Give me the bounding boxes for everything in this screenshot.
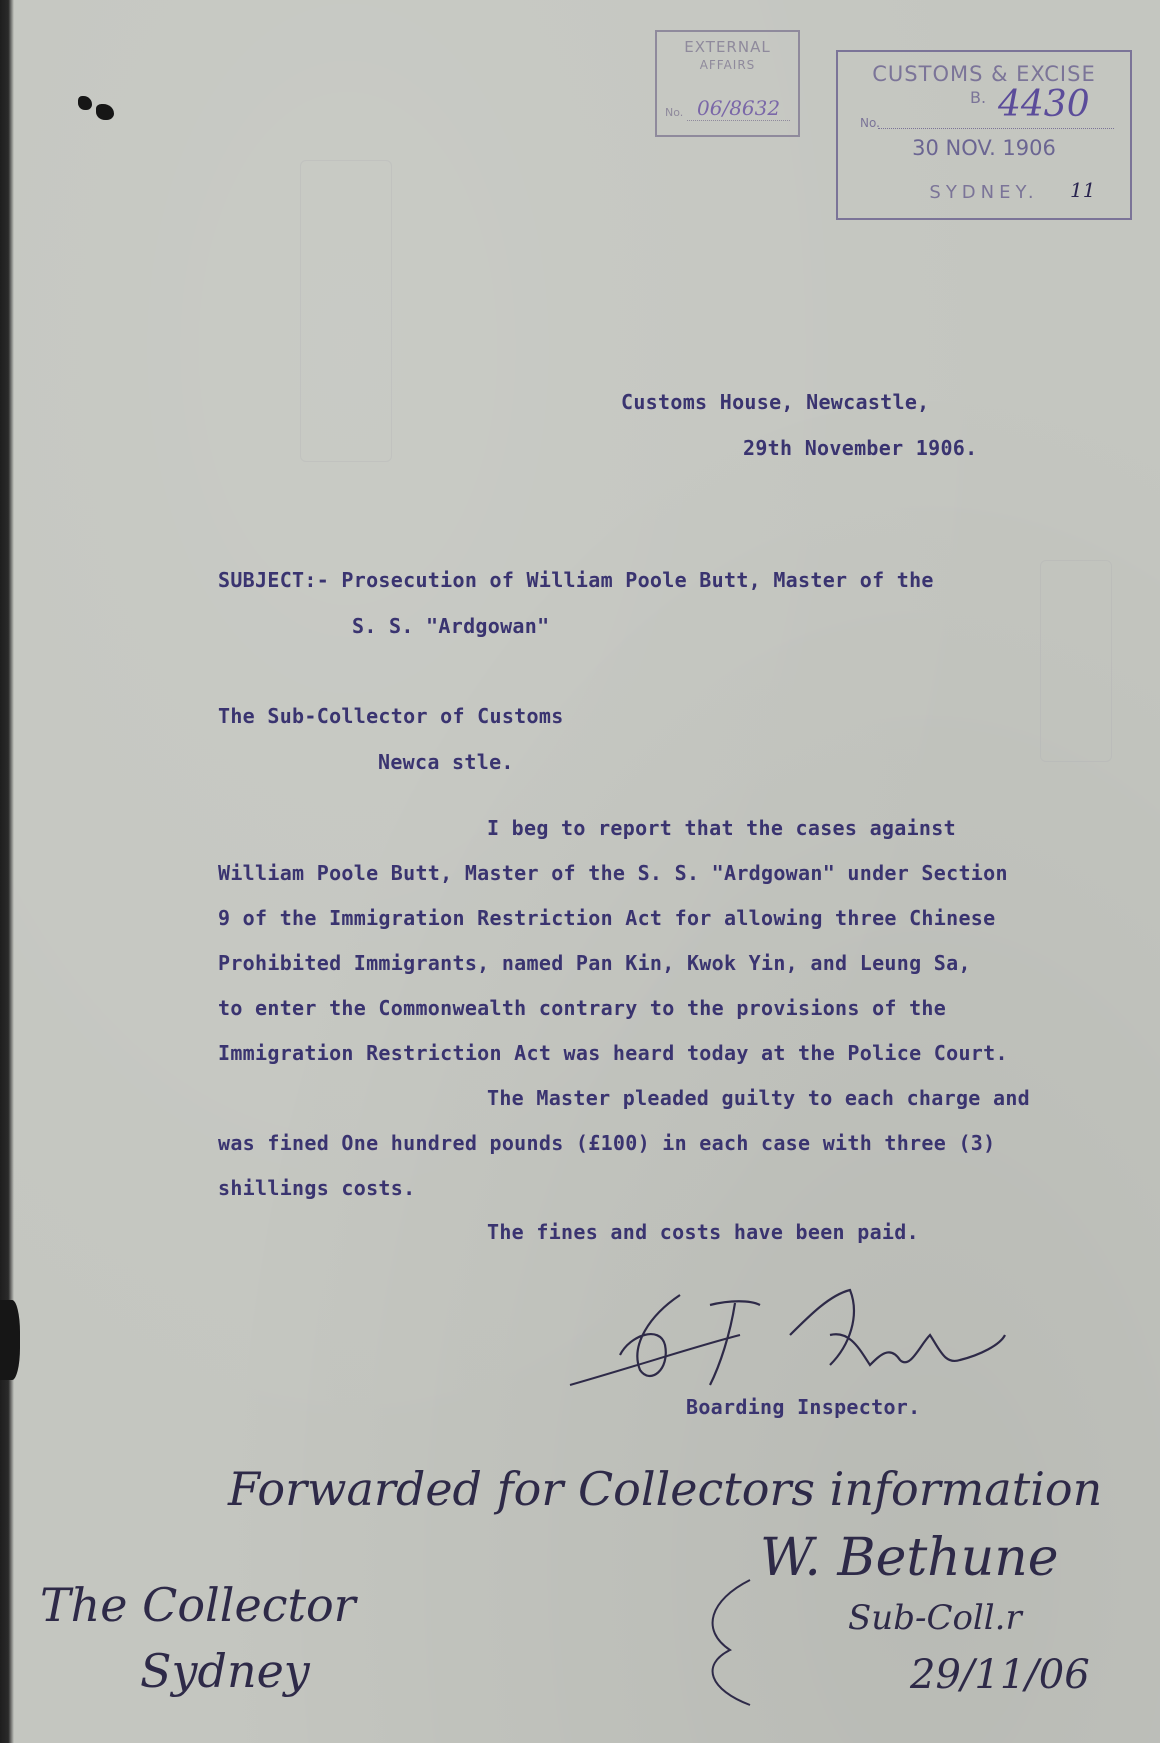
- show-through-mark: [1040, 560, 1112, 762]
- letter-address: Customs House, Newcastle,: [621, 390, 930, 414]
- annotation-date: 29/11/06: [910, 1652, 1090, 1698]
- subcollector-title: Sub-Coll.r: [848, 1598, 1022, 1638]
- recipient-line-1: The Sub-Collector of Customs: [218, 704, 564, 728]
- stamp-no-label: No.: [665, 106, 684, 119]
- stamp-letter: B.: [970, 88, 987, 107]
- external-affairs-stamp: [655, 30, 800, 137]
- ink-blot: [96, 104, 114, 120]
- inspector-signature: [560, 1275, 1020, 1405]
- body-line: Prohibited Immigrants, named Pan Kin, Kwok Yin, and Leung Sa,: [218, 951, 971, 975]
- stamp-city: SYDNEY.: [929, 182, 1039, 203]
- letter-date: 29th November 1906.: [743, 436, 978, 460]
- body-line: was fined One hundred pounds (£100) in each case with three (3): [218, 1131, 996, 1155]
- stamp-number: 4430: [998, 84, 1090, 125]
- page-left-edge: [0, 0, 14, 1743]
- stamp-no-label: No.: [860, 116, 880, 130]
- body-line: to enter the Commonwealth contrary to the provisions of the: [218, 996, 947, 1020]
- stamp-line-2: AFFAIRS: [699, 58, 756, 72]
- addressee-line-2: Sydney: [140, 1644, 310, 1698]
- body-line: shillings costs.: [218, 1176, 416, 1200]
- body-line: I beg to report that the cases against: [487, 816, 956, 840]
- customs-excise-stamp: [836, 50, 1132, 220]
- bracket-flourish: [690, 1570, 770, 1710]
- recipient-line-2: Newca stle.: [378, 750, 514, 774]
- stamp-number: 06/8632: [697, 96, 781, 120]
- addressee-line-1: The Collector: [40, 1578, 356, 1632]
- subject-line-1: SUBJECT:- Prosecution of William Poole Butt, Master of the: [218, 568, 934, 592]
- forwarded-note: Forwarded for Collectors information: [228, 1462, 1103, 1516]
- body-line: William Poole Butt, Master of the S. S. "Ardgowan" under Section: [218, 861, 1008, 885]
- subject-line-2: S. S. "Ardgowan": [352, 614, 550, 638]
- body-line: The fines and costs have been paid.: [487, 1220, 919, 1244]
- stamp-title: CUSTOMS & EXCISE: [872, 62, 1096, 86]
- stamp-line-1: EXTERNAL: [684, 38, 771, 56]
- body-line: 9 of the Immigration Restriction Act for allowing three Chinese: [218, 906, 996, 930]
- stamp-handwritten-mark: 11: [1070, 178, 1096, 202]
- stamp-date: 30 NOV. 1906: [912, 136, 1056, 160]
- body-line: The Master pleaded guilty to each charge and: [487, 1086, 1031, 1110]
- subcollector-signature: W. Bethune: [760, 1528, 1059, 1588]
- signatory-title: Boarding Inspector.: [686, 1395, 921, 1419]
- ink-blot: [78, 96, 92, 110]
- show-through-mark: [300, 160, 392, 462]
- stamp-dotted-line: [687, 120, 790, 121]
- body-line: Immigration Restriction Act was heard today at the Police Court.: [218, 1041, 1008, 1065]
- stamp-dotted-line: [878, 128, 1114, 129]
- ink-blot: [0, 1300, 20, 1380]
